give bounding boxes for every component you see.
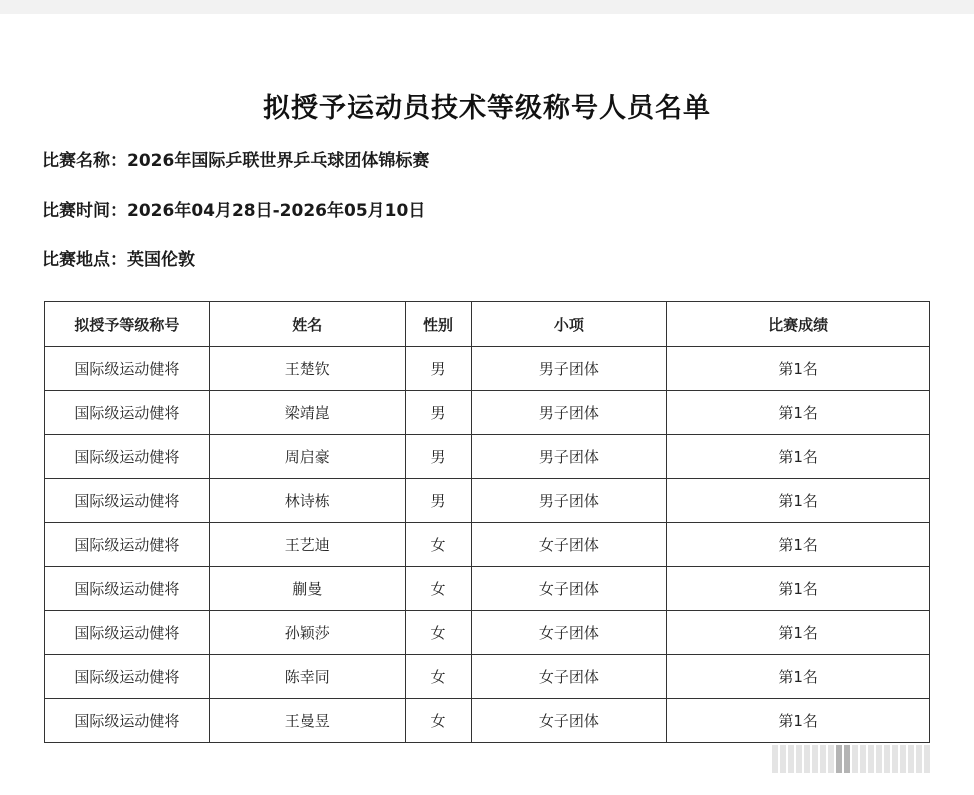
cell-gender: 女 — [405, 567, 471, 611]
table-header-row — [45, 302, 930, 347]
watermark-stroke — [780, 745, 786, 773]
cell-name: 周启豪 — [209, 435, 405, 479]
watermark-stroke — [804, 745, 810, 773]
table-row — [45, 699, 930, 743]
competition-name-value: 2026年国际乒联世界乒乓球团体锦标赛 — [127, 151, 430, 171]
document-title: 拟授予运动员技术等级称号人员名单 — [263, 93, 711, 124]
header-event: 小项 — [471, 302, 667, 347]
competition-time-line — [42, 196, 425, 221]
cell-result: 第1名 — [667, 347, 930, 391]
cell-name: 王艺迪 — [209, 523, 405, 567]
cell-result: 第1名 — [667, 479, 930, 523]
competition-name-line — [42, 146, 429, 171]
cell-grade-title: 国际级运动健将 — [45, 611, 210, 655]
cell-result: 第1名 — [667, 699, 930, 743]
cell-grade-title: 国际级运动健将 — [45, 479, 210, 523]
watermark-stroke — [828, 745, 834, 773]
cell-gender: 女 — [405, 611, 471, 655]
cell-name: 林诗栋 — [209, 479, 405, 523]
table-row — [45, 655, 930, 699]
cell-gender: 男 — [405, 347, 471, 391]
watermark-stroke — [892, 745, 898, 773]
watermark-stroke — [860, 745, 866, 773]
header-gender: 性别 — [405, 302, 471, 347]
cell-grade-title: 国际级运动健将 — [45, 435, 210, 479]
cell-event: 女子团体 — [471, 611, 667, 655]
cell-name: 梁靖崑 — [209, 391, 405, 435]
competition-time-value: 2026年04月28日-2026年05月10日 — [127, 201, 426, 221]
cell-result: 第1名 — [667, 435, 930, 479]
cell-gender: 女 — [405, 655, 471, 699]
competition-name-label: 比赛名称： — [42, 151, 127, 171]
cell-event: 男子团体 — [471, 479, 667, 523]
cell-grade-title: 国际级运动健将 — [45, 699, 210, 743]
watermark-stroke — [908, 745, 914, 773]
cell-grade-title: 国际级运动健将 — [45, 523, 210, 567]
table-row — [45, 347, 930, 391]
table-row — [45, 567, 930, 611]
watermark-graphic — [772, 744, 952, 774]
cell-event: 男子团体 — [471, 347, 667, 391]
watermark-stroke — [796, 745, 802, 773]
watermark-stroke — [900, 745, 906, 773]
cell-gender: 女 — [405, 523, 471, 567]
header-result: 比赛成绩 — [667, 302, 930, 347]
cell-grade-title: 国际级运动健将 — [45, 567, 210, 611]
cell-name: 王楚钦 — [209, 347, 405, 391]
watermark-stroke — [772, 745, 778, 773]
cell-result: 第1名 — [667, 567, 930, 611]
cell-event: 男子团体 — [471, 435, 667, 479]
competition-venue-line — [42, 245, 195, 270]
cell-name: 王曼昱 — [209, 699, 405, 743]
watermark-stroke — [884, 745, 890, 773]
table-row — [45, 479, 930, 523]
watermark-stroke — [868, 745, 874, 773]
header-grade-title: 拟授予等级称号 — [45, 302, 210, 347]
table-row — [45, 611, 930, 655]
cell-name: 孙颖莎 — [209, 611, 405, 655]
cell-event: 男子团体 — [471, 391, 667, 435]
watermark-stroke — [844, 745, 850, 773]
cell-result: 第1名 — [667, 391, 930, 435]
cell-grade-title: 国际级运动健将 — [45, 391, 210, 435]
watermark-stroke — [812, 745, 818, 773]
competition-time-label: 比赛时间： — [42, 201, 127, 221]
cell-result: 第1名 — [667, 523, 930, 567]
competition-venue-label: 比赛地点： — [42, 250, 127, 270]
header-name: 姓名 — [209, 302, 405, 347]
cell-event: 女子团体 — [471, 699, 667, 743]
table-row — [45, 435, 930, 479]
cell-grade-title: 国际级运动健将 — [45, 655, 210, 699]
watermark-stroke — [924, 745, 930, 773]
athlete-roster-table — [44, 301, 930, 743]
cell-event: 女子团体 — [471, 523, 667, 567]
watermark-stroke — [788, 745, 794, 773]
competition-venue-value: 英国伦敦 — [127, 250, 195, 270]
cell-grade-title: 国际级运动健将 — [45, 347, 210, 391]
cell-event: 女子团体 — [471, 567, 667, 611]
cell-gender: 男 — [405, 479, 471, 523]
cell-name: 陈幸同 — [209, 655, 405, 699]
top-strip — [0, 0, 974, 14]
cell-result: 第1名 — [667, 655, 930, 699]
table-row — [45, 391, 930, 435]
watermark-stroke — [916, 745, 922, 773]
cell-event: 女子团体 — [471, 655, 667, 699]
watermark-stroke — [820, 745, 826, 773]
table-row — [45, 523, 930, 567]
watermark-stroke — [876, 745, 882, 773]
cell-gender: 女 — [405, 699, 471, 743]
cell-result: 第1名 — [667, 611, 930, 655]
cell-name: 蒯曼 — [209, 567, 405, 611]
cell-gender: 男 — [405, 435, 471, 479]
watermark-stroke — [852, 745, 858, 773]
watermark-stroke — [836, 745, 842, 773]
cell-gender: 男 — [405, 391, 471, 435]
